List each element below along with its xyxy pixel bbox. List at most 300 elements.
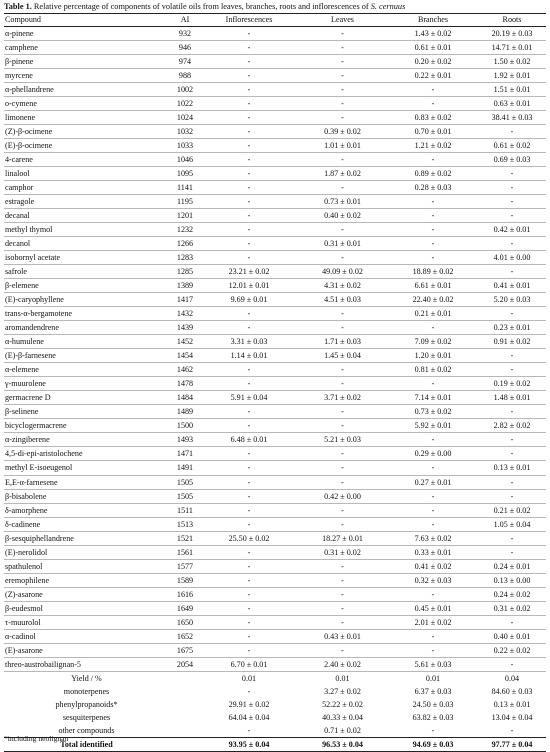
caption-label: Table 1. <box>4 2 32 11</box>
compound-name: o-cymene <box>4 97 169 111</box>
leaves-value: 1.87 ± 0.02 <box>297 167 388 181</box>
ai-value: 1417 <box>169 293 201 307</box>
table-row <box>4 377 546 391</box>
header-inflorescences: Inflorescences <box>201 14 297 27</box>
leaves-value: 0.42 ± 0.00 <box>297 489 388 503</box>
leaves-value: 1.71 ± 0.03 <box>297 335 388 349</box>
leaves-value: - <box>297 83 388 97</box>
roots-value: 2.82 ± 0.02 <box>478 419 546 433</box>
compound-name: δ-amorphene <box>4 503 169 517</box>
ai-value: 1046 <box>169 153 201 167</box>
table-row <box>4 265 546 279</box>
table-row <box>4 573 546 587</box>
branches-value: - <box>388 97 478 111</box>
inflorescences-value: - <box>201 419 297 433</box>
table-row <box>4 363 546 377</box>
ai-value: 1513 <box>169 517 201 531</box>
ai-value: 1439 <box>169 321 201 335</box>
roots-value: 4.01 ± 0.00 <box>478 251 546 265</box>
yield-leaves: 0.01 <box>297 671 388 685</box>
roots-value: - <box>478 405 546 419</box>
table-row <box>4 601 546 615</box>
inflorescences-value: - <box>201 363 297 377</box>
inflorescences-value: - <box>201 307 297 321</box>
roots-value: 0.69 ± 0.03 <box>478 153 546 167</box>
table-row <box>4 251 546 265</box>
total-inflorescences: 93.95 ± 0.04 <box>201 737 297 751</box>
summary-branches: 63.82 ± 0.03 <box>412 712 454 722</box>
table-row <box>4 531 546 545</box>
summary-label: monoterpenes <box>63 686 110 696</box>
compound-rows <box>4 27 546 672</box>
inflorescences-value: - <box>201 475 297 489</box>
yield-branches: 0.01 <box>388 671 478 685</box>
branches-value: 7.14 ± 0.01 <box>388 391 478 405</box>
roots-value: 0.13 ± 0.01 <box>478 461 546 475</box>
inflorescences-value: - <box>201 223 297 237</box>
summary-leaves: 40.33 ± 0.04 <box>322 712 363 722</box>
leaves-value: 2.40 ± 0.02 <box>297 657 388 671</box>
ai-value: 1032 <box>169 125 201 139</box>
inflorescences-value: - <box>201 321 297 335</box>
leaves-value: 0.73 ± 0.01 <box>297 195 388 209</box>
branches-value: 1.43 ± 0.02 <box>388 27 478 41</box>
inflorescences-value: 1.14 ± 0.01 <box>201 349 297 363</box>
inflorescences-value: 6.48 ± 0.01 <box>201 433 297 447</box>
compound-name: germacrene D <box>4 391 169 405</box>
roots-value: 38.41 ± 0.03 <box>478 111 546 125</box>
branches-value: 0.83 ± 0.02 <box>388 111 478 125</box>
roots-value: - <box>478 125 546 139</box>
table-row <box>4 153 546 167</box>
branches-value: 22.40 ± 0.02 <box>388 293 478 307</box>
ai-value: 1649 <box>169 601 201 615</box>
leaves-value: 0.43 ± 0.01 <box>297 629 388 643</box>
compound-name: β-bisabolene <box>4 489 169 503</box>
compound-name: E,E-α-farnesene <box>4 475 169 489</box>
roots-value: 0.91 ± 0.02 <box>478 335 546 349</box>
roots-value: - <box>478 433 546 447</box>
yield-ai-cell <box>169 671 201 685</box>
ai-value: 1478 <box>169 377 201 391</box>
roots-value: 5.20 ± 0.03 <box>478 293 546 307</box>
leaves-value: - <box>297 251 388 265</box>
branches-value: 5.61 ± 0.03 <box>388 657 478 671</box>
roots-value: - <box>478 657 546 671</box>
ai-value: 1141 <box>169 181 201 195</box>
header-roots: Roots <box>478 14 546 27</box>
summary-inflorescences: 29.91 ± 0.02 <box>228 699 270 709</box>
leaves-value: - <box>297 153 388 167</box>
table-row <box>4 83 546 97</box>
inflorescences-value: 6.70 ± 0.01 <box>201 657 297 671</box>
table-row <box>4 195 546 209</box>
leaves-value: - <box>297 419 388 433</box>
ai-value: 1589 <box>169 573 201 587</box>
compound-name: β-selinene <box>4 405 169 419</box>
ai-value: 1195 <box>169 195 201 209</box>
summary-inflorescences: 64.04 ± 0.04 <box>228 712 270 722</box>
inflorescences-value: - <box>201 447 297 461</box>
inflorescences-value: - <box>201 41 297 55</box>
leaves-value: 0.40 ± 0.02 <box>297 209 388 223</box>
summary-ai-cell <box>169 724 201 738</box>
total-branches: 94.69 ± 0.03 <box>388 737 478 751</box>
roots-value: 14.71 ± 0.01 <box>478 41 546 55</box>
branches-value: - <box>388 629 478 643</box>
branches-value: - <box>388 195 478 209</box>
leaves-value: - <box>297 377 388 391</box>
table-row <box>4 55 546 69</box>
leaves-value: - <box>297 55 388 69</box>
compound-name: (E)-β-ocimene <box>4 139 169 153</box>
compound-name: estragole <box>4 195 169 209</box>
ai-value: 1266 <box>169 237 201 251</box>
leaves-value: - <box>297 405 388 419</box>
table-row <box>4 447 546 461</box>
branches-value: - <box>388 587 478 601</box>
table-row <box>4 629 546 643</box>
table-row <box>4 349 546 363</box>
table-row <box>4 139 546 153</box>
ai-value: 1577 <box>169 559 201 573</box>
ai-value: 1505 <box>169 475 201 489</box>
table-row <box>4 69 546 83</box>
ai-value: 2054 <box>169 657 201 671</box>
leaves-value: - <box>297 321 388 335</box>
leaves-value: - <box>297 503 388 517</box>
ai-value: 1521 <box>169 531 201 545</box>
table-row <box>4 587 546 601</box>
branches-value: 1.21 ± 0.02 <box>388 139 478 153</box>
compound-name: (E)-β-farnesene <box>4 349 169 363</box>
branches-value: - <box>388 237 478 251</box>
leaves-value: - <box>297 447 388 461</box>
inflorescences-value: - <box>201 167 297 181</box>
compound-name: myrcene <box>4 69 169 83</box>
compound-name: linalool <box>4 167 169 181</box>
roots-value: - <box>478 447 546 461</box>
branches-value: - <box>388 321 478 335</box>
roots-value: - <box>478 237 546 251</box>
table-header <box>4 14 546 27</box>
ai-value: 1616 <box>169 587 201 601</box>
table-row <box>4 405 546 419</box>
inflorescences-value: - <box>201 83 297 97</box>
roots-value: 20.19 ± 0.03 <box>478 27 546 41</box>
branches-value: 7.09 ± 0.02 <box>388 335 478 349</box>
compound-name: τ-muurolol <box>4 615 169 629</box>
branches-value: 1.20 ± 0.01 <box>388 349 478 363</box>
leaves-value: 0.31 ± 0.02 <box>297 545 388 559</box>
summary-ai-cell <box>169 698 201 711</box>
yield-inflorescences: 0.01 <box>201 671 297 685</box>
roots-value: - <box>478 209 546 223</box>
compound-name: methyl thymol <box>4 223 169 237</box>
table-row <box>4 335 546 349</box>
ai-value: 988 <box>169 69 201 83</box>
leaves-value: 1.45 ± 0.04 <box>297 349 388 363</box>
summary-branches: - <box>431 725 435 735</box>
compound-name: decanal <box>4 209 169 223</box>
compound-name: threo-austrobailignan-5 <box>4 657 169 671</box>
inflorescences-value: - <box>201 251 297 265</box>
total-label: Total identified <box>4 737 169 751</box>
ai-value: 1024 <box>169 111 201 125</box>
inflorescences-value: - <box>201 517 297 531</box>
leaves-value: 5.21 ± 0.03 <box>297 433 388 447</box>
leaves-value: 49.09 ± 0.02 <box>297 265 388 279</box>
inflorescences-value: - <box>201 139 297 153</box>
leaves-value: - <box>297 475 388 489</box>
branches-value: 0.33 ± 0.01 <box>388 545 478 559</box>
compound-name: (E)-caryophyllene <box>4 293 169 307</box>
leaves-value: 0.39 ± 0.02 <box>297 125 388 139</box>
header-row <box>4 14 546 27</box>
table-row <box>4 559 546 573</box>
summary-row <box>4 724 546 738</box>
table-caption <box>4 2 546 12</box>
summary-inflorescences: - <box>247 725 251 735</box>
ai-value: 1432 <box>169 307 201 321</box>
compound-name: α-cadinol <box>4 629 169 643</box>
roots-value: - <box>478 195 546 209</box>
table-row <box>4 503 546 517</box>
leaves-value: - <box>297 601 388 615</box>
summary-leaves: 3.27 ± 0.02 <box>324 686 361 696</box>
ai-value: 1285 <box>169 265 201 279</box>
table-row <box>4 475 546 489</box>
branches-value: 5.92 ± 0.01 <box>388 419 478 433</box>
inflorescences-value: - <box>201 489 297 503</box>
table-row <box>4 97 546 111</box>
inflorescences-value: - <box>201 587 297 601</box>
leaves-value: - <box>297 615 388 629</box>
leaves-value: - <box>297 587 388 601</box>
summary-inflorescences: - <box>247 686 251 696</box>
compound-name: (E)-asarone <box>4 643 169 657</box>
roots-value: 0.31 ± 0.02 <box>478 601 546 615</box>
leaves-value: - <box>297 111 388 125</box>
summary-label: other compounds <box>58 725 115 735</box>
branches-value: 0.22 ± 0.01 <box>388 69 478 83</box>
branches-value: - <box>388 377 478 391</box>
compound-name: methyl E-isoeugenol <box>4 461 169 475</box>
inflorescences-value: - <box>201 559 297 573</box>
caption-species: S. cernuus <box>370 2 406 11</box>
leaves-value: 1.01 ± 0.01 <box>297 139 388 153</box>
table-row <box>4 615 546 629</box>
yield-row <box>4 671 546 685</box>
summary-leaves: 52.22 ± 0.02 <box>322 699 363 709</box>
compound-name: α-humulene <box>4 335 169 349</box>
table-row <box>4 307 546 321</box>
branches-value: 7.63 ± 0.02 <box>388 531 478 545</box>
total-roots: 97.77 ± 0.04 <box>478 737 546 751</box>
compound-name: γ-muurolene <box>4 377 169 391</box>
leaves-value: - <box>297 69 388 83</box>
branches-value: - <box>388 517 478 531</box>
table-row <box>4 489 546 503</box>
branches-value: - <box>388 433 478 447</box>
leaves-value: 4.51 ± 0.03 <box>297 293 388 307</box>
inflorescences-value: - <box>201 503 297 517</box>
leaves-value: - <box>297 517 388 531</box>
total-ai-cell <box>169 737 201 751</box>
inflorescences-value: 5.91 ± 0.04 <box>201 391 297 405</box>
inflorescences-value: 23.21 ± 0.02 <box>201 265 297 279</box>
roots-value: 0.42 ± 0.01 <box>478 223 546 237</box>
leaves-value: 0.31 ± 0.01 <box>297 237 388 251</box>
inflorescences-value: - <box>201 111 297 125</box>
ai-value: 1471 <box>169 447 201 461</box>
roots-value: 1.48 ± 0.01 <box>478 391 546 405</box>
ai-value: 1561 <box>169 545 201 559</box>
inflorescences-value: - <box>201 237 297 251</box>
table-row <box>4 657 546 671</box>
table-row <box>4 433 546 447</box>
ai-value: 1675 <box>169 643 201 657</box>
inflorescences-value: - <box>201 195 297 209</box>
header-branches: Branches <box>388 14 478 27</box>
branches-value: 0.45 ± 0.01 <box>388 601 478 615</box>
roots-value: - <box>478 307 546 321</box>
table-row <box>4 517 546 531</box>
branches-value: - <box>388 503 478 517</box>
roots-value: 0.19 ± 0.02 <box>478 377 546 391</box>
roots-value: - <box>478 475 546 489</box>
yield-label: Yield / % <box>4 671 169 685</box>
roots-value: 0.21 ± 0.02 <box>478 503 546 517</box>
compound-name: 4-carene <box>4 153 169 167</box>
leaves-value: - <box>297 181 388 195</box>
inflorescences-value: - <box>201 209 297 223</box>
ai-value: 974 <box>169 55 201 69</box>
compound-name: trans-α-bergamotene <box>4 307 169 321</box>
leaves-value: 18.27 ± 0.01 <box>297 531 388 545</box>
summary-rows <box>4 671 546 751</box>
leaves-value: - <box>297 97 388 111</box>
inflorescences-value: - <box>201 125 297 139</box>
table-row <box>4 209 546 223</box>
ai-value: 1652 <box>169 629 201 643</box>
branches-value: 0.27 ± 0.01 <box>388 475 478 489</box>
ai-value: 1491 <box>169 461 201 475</box>
inflorescences-value: - <box>201 629 297 643</box>
summary-leaves: 0.71 ± 0.02 <box>324 725 361 735</box>
branches-value: 0.21 ± 0.01 <box>388 307 478 321</box>
leaves-value: 3.71 ± 0.02 <box>297 391 388 405</box>
roots-value: 0.23 ± 0.01 <box>478 321 546 335</box>
roots-value: - <box>478 489 546 503</box>
ai-value: 1095 <box>169 167 201 181</box>
leaves-value: 4.31 ± 0.02 <box>297 279 388 293</box>
compound-name: β-elemene <box>4 279 169 293</box>
branches-value: - <box>388 251 478 265</box>
yield-roots: 0.04 <box>478 671 546 685</box>
leaves-value: - <box>297 27 388 41</box>
compound-name: bicyclogermacrene <box>4 419 169 433</box>
branches-value: 0.20 ± 0.02 <box>388 55 478 69</box>
ai-value: 1283 <box>169 251 201 265</box>
branches-value: 0.89 ± 0.02 <box>388 167 478 181</box>
compound-name: aromandendrene <box>4 321 169 335</box>
summary-ai-cell <box>169 711 201 724</box>
inflorescences-value: - <box>201 377 297 391</box>
inflorescences-value: - <box>201 461 297 475</box>
ai-value: 946 <box>169 41 201 55</box>
summary-branches: 24.50 ± 0.03 <box>412 699 454 709</box>
ai-value: 1493 <box>169 433 201 447</box>
branches-value: 0.32 ± 0.03 <box>388 573 478 587</box>
header-leaves: Leaves <box>297 14 388 27</box>
table-row <box>4 223 546 237</box>
roots-value: 0.22 ± 0.02 <box>478 643 546 657</box>
leaves-value: - <box>297 307 388 321</box>
leaves-value: - <box>297 41 388 55</box>
roots-value: 0.61 ± 0.02 <box>478 139 546 153</box>
leaves-value: - <box>297 559 388 573</box>
compound-name: (Z)-β-ocimene <box>4 125 169 139</box>
compound-name: camphene <box>4 41 169 55</box>
roots-value: 1.92 ± 0.01 <box>478 69 546 83</box>
summary-label: phenylpropanoids* <box>55 699 118 709</box>
branches-value: 0.29 ± 0.00 <box>388 447 478 461</box>
roots-value: - <box>478 615 546 629</box>
ai-value: 932 <box>169 27 201 41</box>
branches-value: 0.81 ± 0.02 <box>388 363 478 377</box>
compound-name: β-pinene <box>4 55 169 69</box>
roots-value: 1.05 ± 0.04 <box>478 517 546 531</box>
table-row <box>4 27 546 41</box>
ai-value: 1022 <box>169 97 201 111</box>
summary-label: sesquiterpenes <box>62 712 111 722</box>
compound-name: (E)-nerolidol <box>4 545 169 559</box>
inflorescences-value: - <box>201 643 297 657</box>
roots-value: - <box>478 363 546 377</box>
branches-value: 6.61 ± 0.01 <box>388 279 478 293</box>
table-row <box>4 643 546 657</box>
table-row <box>4 125 546 139</box>
branches-value: - <box>388 83 478 97</box>
compound-name: safrole <box>4 265 169 279</box>
compound-name: decanol <box>4 237 169 251</box>
inflorescences-value: - <box>201 181 297 195</box>
table-row <box>4 293 546 307</box>
ai-value: 1454 <box>169 349 201 363</box>
roots-value: - <box>478 531 546 545</box>
summary-ai-cell <box>169 685 201 698</box>
ai-value: 1201 <box>169 209 201 223</box>
inflorescences-value: 12.01 ± 0.01 <box>201 279 297 293</box>
summary-row <box>4 685 546 698</box>
branches-value: 2.01 ± 0.02 <box>388 615 478 629</box>
leaves-value: - <box>297 643 388 657</box>
roots-value: 0.13 ± 0.00 <box>478 573 546 587</box>
table-row <box>4 111 546 125</box>
leaves-value: - <box>297 573 388 587</box>
compound-name: β-sesquiphellandrene <box>4 531 169 545</box>
roots-value: - <box>478 167 546 181</box>
total-leaves: 96.53 ± 0.04 <box>297 737 388 751</box>
roots-value: 0.40 ± 0.01 <box>478 629 546 643</box>
table-row <box>4 237 546 251</box>
roots-value: - <box>478 349 546 363</box>
ai-value: 1489 <box>169 405 201 419</box>
table-row <box>4 391 546 405</box>
branches-value: 0.73 ± 0.02 <box>388 405 478 419</box>
inflorescences-value: 3.31 ± 0.03 <box>201 335 297 349</box>
